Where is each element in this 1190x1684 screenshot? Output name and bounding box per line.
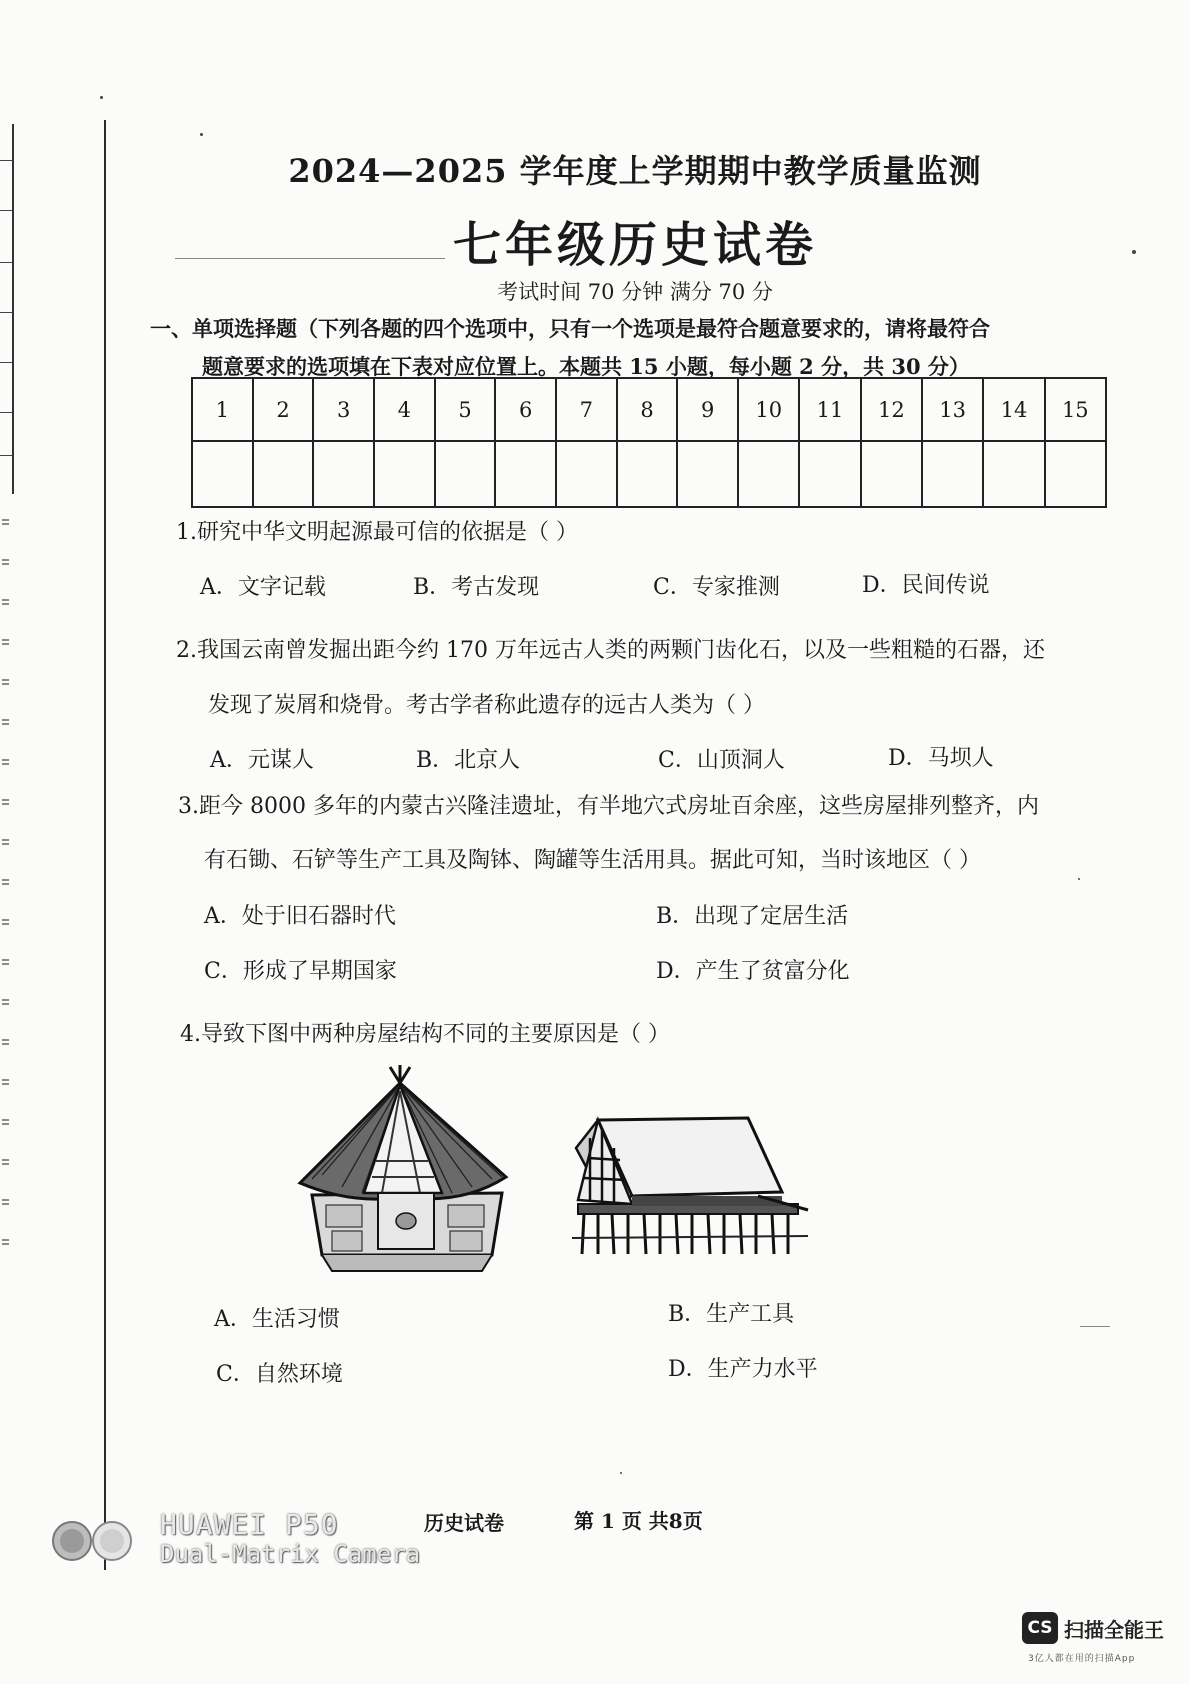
binding-tick [0,412,12,413]
question-3-option-b: B．出现了定居生活 [656,904,849,929]
question-4-option-a: A．生活习惯 [214,1307,340,1332]
answer-number-cell: 7 [556,378,617,441]
answer-table-blank-row [192,441,1106,507]
question-4-option-d: D．生产力水平 [668,1357,818,1382]
section-heading-line1: 一、单项选择题（下列各题的四个选项中，只有一个选项是最符合题意要求的，请将最符合 [150,316,990,341]
exam-subject-title: 七年级历史试卷 [452,217,817,273]
footer-subject: 历史试卷 [424,1511,504,1535]
answer-number-cell: 13 [922,378,983,441]
answer-blank-cell[interactable] [313,441,374,507]
scan-speck [100,96,103,99]
answer-number-cell: 12 [861,378,922,441]
answer-number-cell: 8 [617,378,678,441]
answer-number-cell: 9 [677,378,738,441]
scan-line [175,258,445,259]
scanner-app-name: 扫描全能王 [1064,1618,1164,1642]
question-1-option-d: D．民间传说 [862,573,990,598]
answer-blank-cell[interactable] [983,441,1044,507]
answer-number-cell: 11 [799,378,860,441]
answer-number-cell: 5 [435,378,496,441]
binding-tick [0,455,12,456]
camera-lens-icon [50,1518,136,1564]
question-1-option-a: A．文字记载 [200,575,326,600]
answer-number-cell: 15 [1045,378,1106,441]
exam-time-and-score: 考试时间 70 分钟 满分 70 分 [497,280,773,304]
answer-blank-cell[interactable] [495,441,556,507]
scan-speck [1078,878,1080,880]
question-4-stem: 4.导致下图中两种房屋结构不同的主要原因是（ ） [180,1022,670,1047]
scan-speck [620,1472,622,1474]
answer-number-cell: 10 [738,378,799,441]
binding-line [104,120,106,1570]
answer-number-cell: 14 [983,378,1044,441]
question-1-option-c: C．专家推测 [653,575,780,600]
answer-table-number-row [192,378,1106,441]
footer-page-info: 第 1 页 共8页 [574,1509,703,1533]
answer-blank-cell[interactable] [1045,441,1106,507]
question-3-option-d: D．产生了贫富分化 [656,959,850,984]
question-2-option-b: B．北京人 [416,748,521,773]
semi-subterranean-hut-image [292,1065,514,1273]
camera-watermark-line1: HUAWEI P50 [160,1508,339,1541]
answer-number-cell: 1 [192,378,253,441]
question-3-option-c: C．形成了早期国家 [204,959,397,984]
question-3-stem-line1: 3.距今 8000 多年的内蒙古兴隆洼遗址，有半地穴式房址百余座，这些房屋排列整齐，内 [178,794,1039,819]
binding-tick [0,312,12,313]
question-3-option-a: A．处于旧石器时代 [204,904,396,929]
answer-blank-cell[interactable] [677,441,738,507]
answer-blank-cell[interactable] [738,441,799,507]
scanner-logo-icon [1022,1612,1058,1644]
stilt-house-image [568,1108,814,1258]
question-2-option-a: A．元谋人 [210,748,314,773]
scan-speck [1132,250,1136,254]
question-2-stem-line1: 2.我国云南曾发掘出距今约 170 万年远古人类的两颗门齿化石，以及一些粗糙的石器，还 [176,638,1045,663]
question-2-option-d: D．马坝人 [888,746,994,771]
question-1-option-b: B．考古发现 [413,575,540,600]
answer-table [191,377,1107,508]
scan-speck [200,133,203,136]
answer-number-cell: 2 [253,378,314,441]
question-1-stem: 1.研究中华文明起源最可信的依据是（ ） [176,520,578,545]
answer-blank-cell[interactable] [192,441,253,507]
answer-blank-cell[interactable] [435,441,496,507]
scanner-logo-text: CS [1027,1618,1053,1638]
camera-watermark-line2: Dual-Matrix Camera [160,1540,421,1568]
answer-blank-cell[interactable] [617,441,678,507]
question-4-option-c: C．自然环境 [216,1362,343,1387]
binding-tick [0,362,12,363]
section-heading [150,310,1110,386]
answer-number-cell: 3 [313,378,374,441]
answer-blank-cell[interactable] [799,441,860,507]
answer-number-cell: 6 [495,378,556,441]
question-2-stem-line2: 发现了炭屑和烧骨。考古学者称此遗存的远古人类为（ ） [208,693,765,718]
binding-dotted-marks [0,510,14,1290]
answer-blank-cell[interactable] [374,441,435,507]
answer-blank-cell[interactable] [861,441,922,507]
answer-number-cell: 4 [374,378,435,441]
scanner-tagline: 3亿人都在用的扫描App [1028,1654,1136,1664]
answer-blank-cell[interactable] [556,441,617,507]
question-3-stem-line2: 有石锄、石铲等生产工具及陶钵、陶罐等生活用具。据此可知，当时该地区（ ） [204,848,981,873]
answer-blank-cell[interactable] [253,441,314,507]
question-2-option-c: C．山顶洞人 [658,748,785,773]
answer-blank-cell[interactable] [922,441,983,507]
question-4-option-b: B．生产工具 [668,1302,795,1327]
exam-title: 2024—2025 学年度上学期期中教学质量监测 [288,152,982,190]
scan-line [1080,1326,1110,1327]
section-heading-line2: 题意要求的选项填在下表对应位置上。本题共 15 小题，每小题 2 分，共 30 分） [202,354,970,379]
